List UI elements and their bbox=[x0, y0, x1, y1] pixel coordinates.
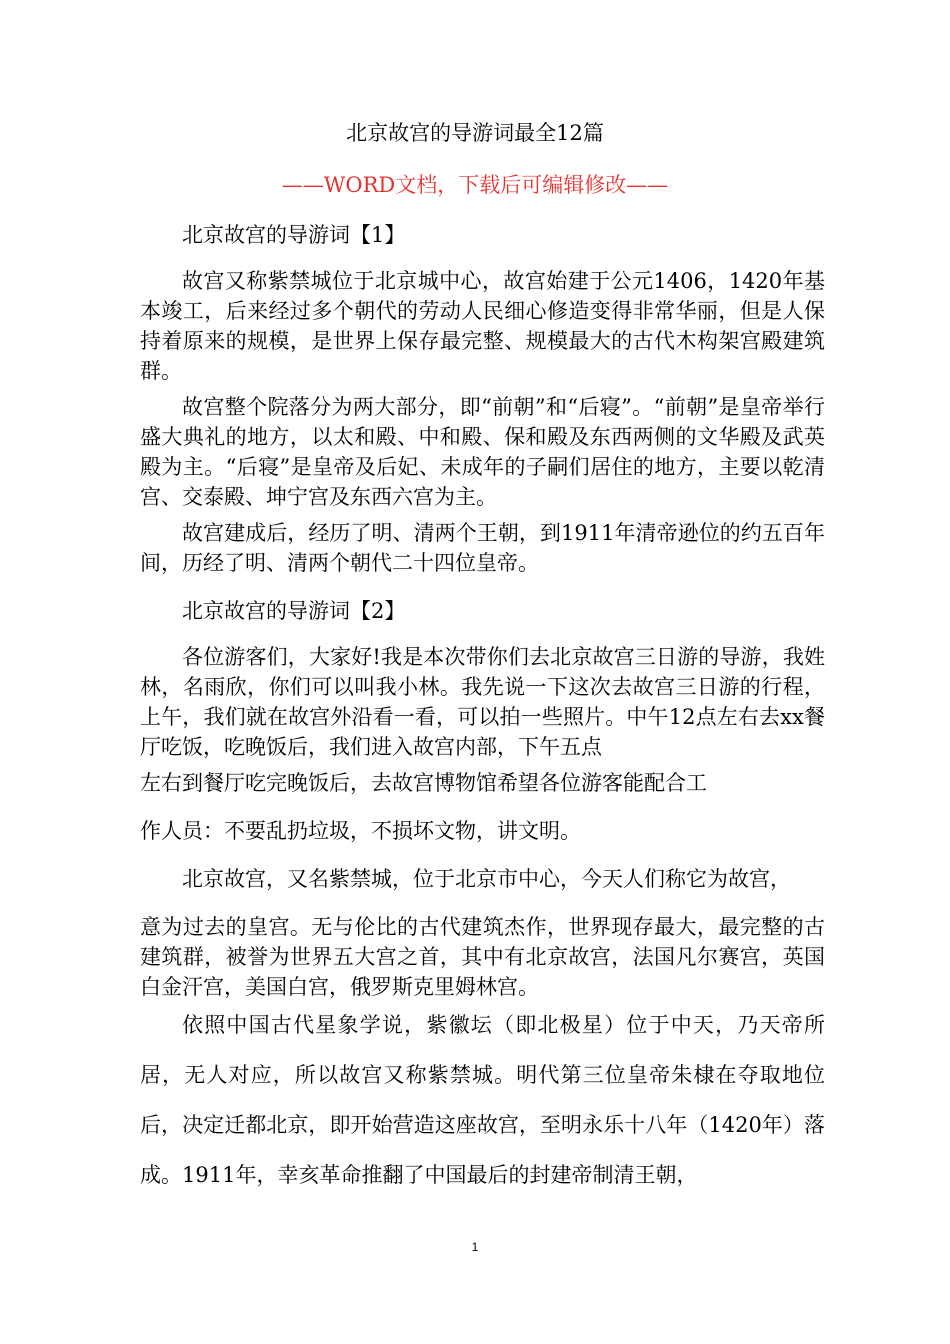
paragraph: 故宫又称紫禁城位于北京城中心，故宫始建于公元1406，1420年基本竣工，后来经过多个朝代的劳动人民细心修造变得非常华丽，但是人保持着原来的规模，是世界上保存最完整、规模最大的古代木构架宫殿建筑群。 bbox=[140, 269, 825, 383]
paragraph: 北京故宫，又名紫禁城，位于北京市中心，今天人们称它为故宫， bbox=[182, 867, 791, 891]
paragraph: 各位游客们，大家好!我是本次带你们去北京故宫三日游的导游，我姓林，名雨欣，你们可以叫我小林。我先说一下这次去故宫三日游的行程，上午，我们就在故宫外沿看一看，可以拍一些照片。中午12点左右去xx餐厅吃饭，吃晚饭后，我们进入故宫内部，下午五点 bbox=[140, 645, 825, 759]
paragraph-line: 左右到餐厅吃完晚饭后，去故宫博物馆希望各位游客能配合工 bbox=[140, 771, 707, 795]
paragraph-line: 作人员：不要乱扔垃圾，不损坏文物，讲文明。 bbox=[140, 819, 581, 843]
document-title: 北京故宫的导游词最全12篇 bbox=[346, 121, 604, 145]
section-heading-2: 北京故宫的导游词【2】 bbox=[182, 599, 406, 623]
paragraph: 故宫建成后，经历了明、清两个王朝，到1911年清帝逊位的约五百年间，历经了明、清两个朝代二十四位皇帝。 bbox=[140, 521, 825, 575]
paragraph: 故宫整个院落分为两大部分，即“前朝”和“后寝”。“前朝”是皇帝举行盛大典礼的地方，以太和殿、中和殿、保和殿及东西两侧的文华殿及武英殿为主。“后寝”是皇帝及后妃、未成年的子嗣们居住的地方，主要以乾清宫、交泰殿、坤宁宫及东西六宫为主。 bbox=[140, 395, 825, 509]
section-heading-1: 北京故宫的导游词【1】 bbox=[182, 223, 406, 247]
document-subtitle: ——WORD文档，下载后可编辑修改—— bbox=[281, 173, 669, 197]
paragraph: 意为过去的皇宫。无与伦比的古代建筑杰作，世界现存最大，最完整的古建筑群，被誉为世界五大宫之首，其中有北京故宫，法国凡尔赛宫，英国白金汗宫，美国白宫，俄罗斯克里姆林宫。 bbox=[140, 915, 825, 999]
page-number: 1 bbox=[471, 1240, 479, 1254]
paragraph: 依照中国古代星象学说，紫徽坛（即北极星）位于中天，乃天帝所居，无人对应，所以故宫又称紫禁城。明代第三位皇帝朱棣在夺取地位后，决定迁都北京，即开始营造这座故宫，至明永乐十八年（1420年）落成。1911年，幸亥革命推翻了中国最后的封建帝制清王朝， bbox=[140, 1013, 825, 1187]
